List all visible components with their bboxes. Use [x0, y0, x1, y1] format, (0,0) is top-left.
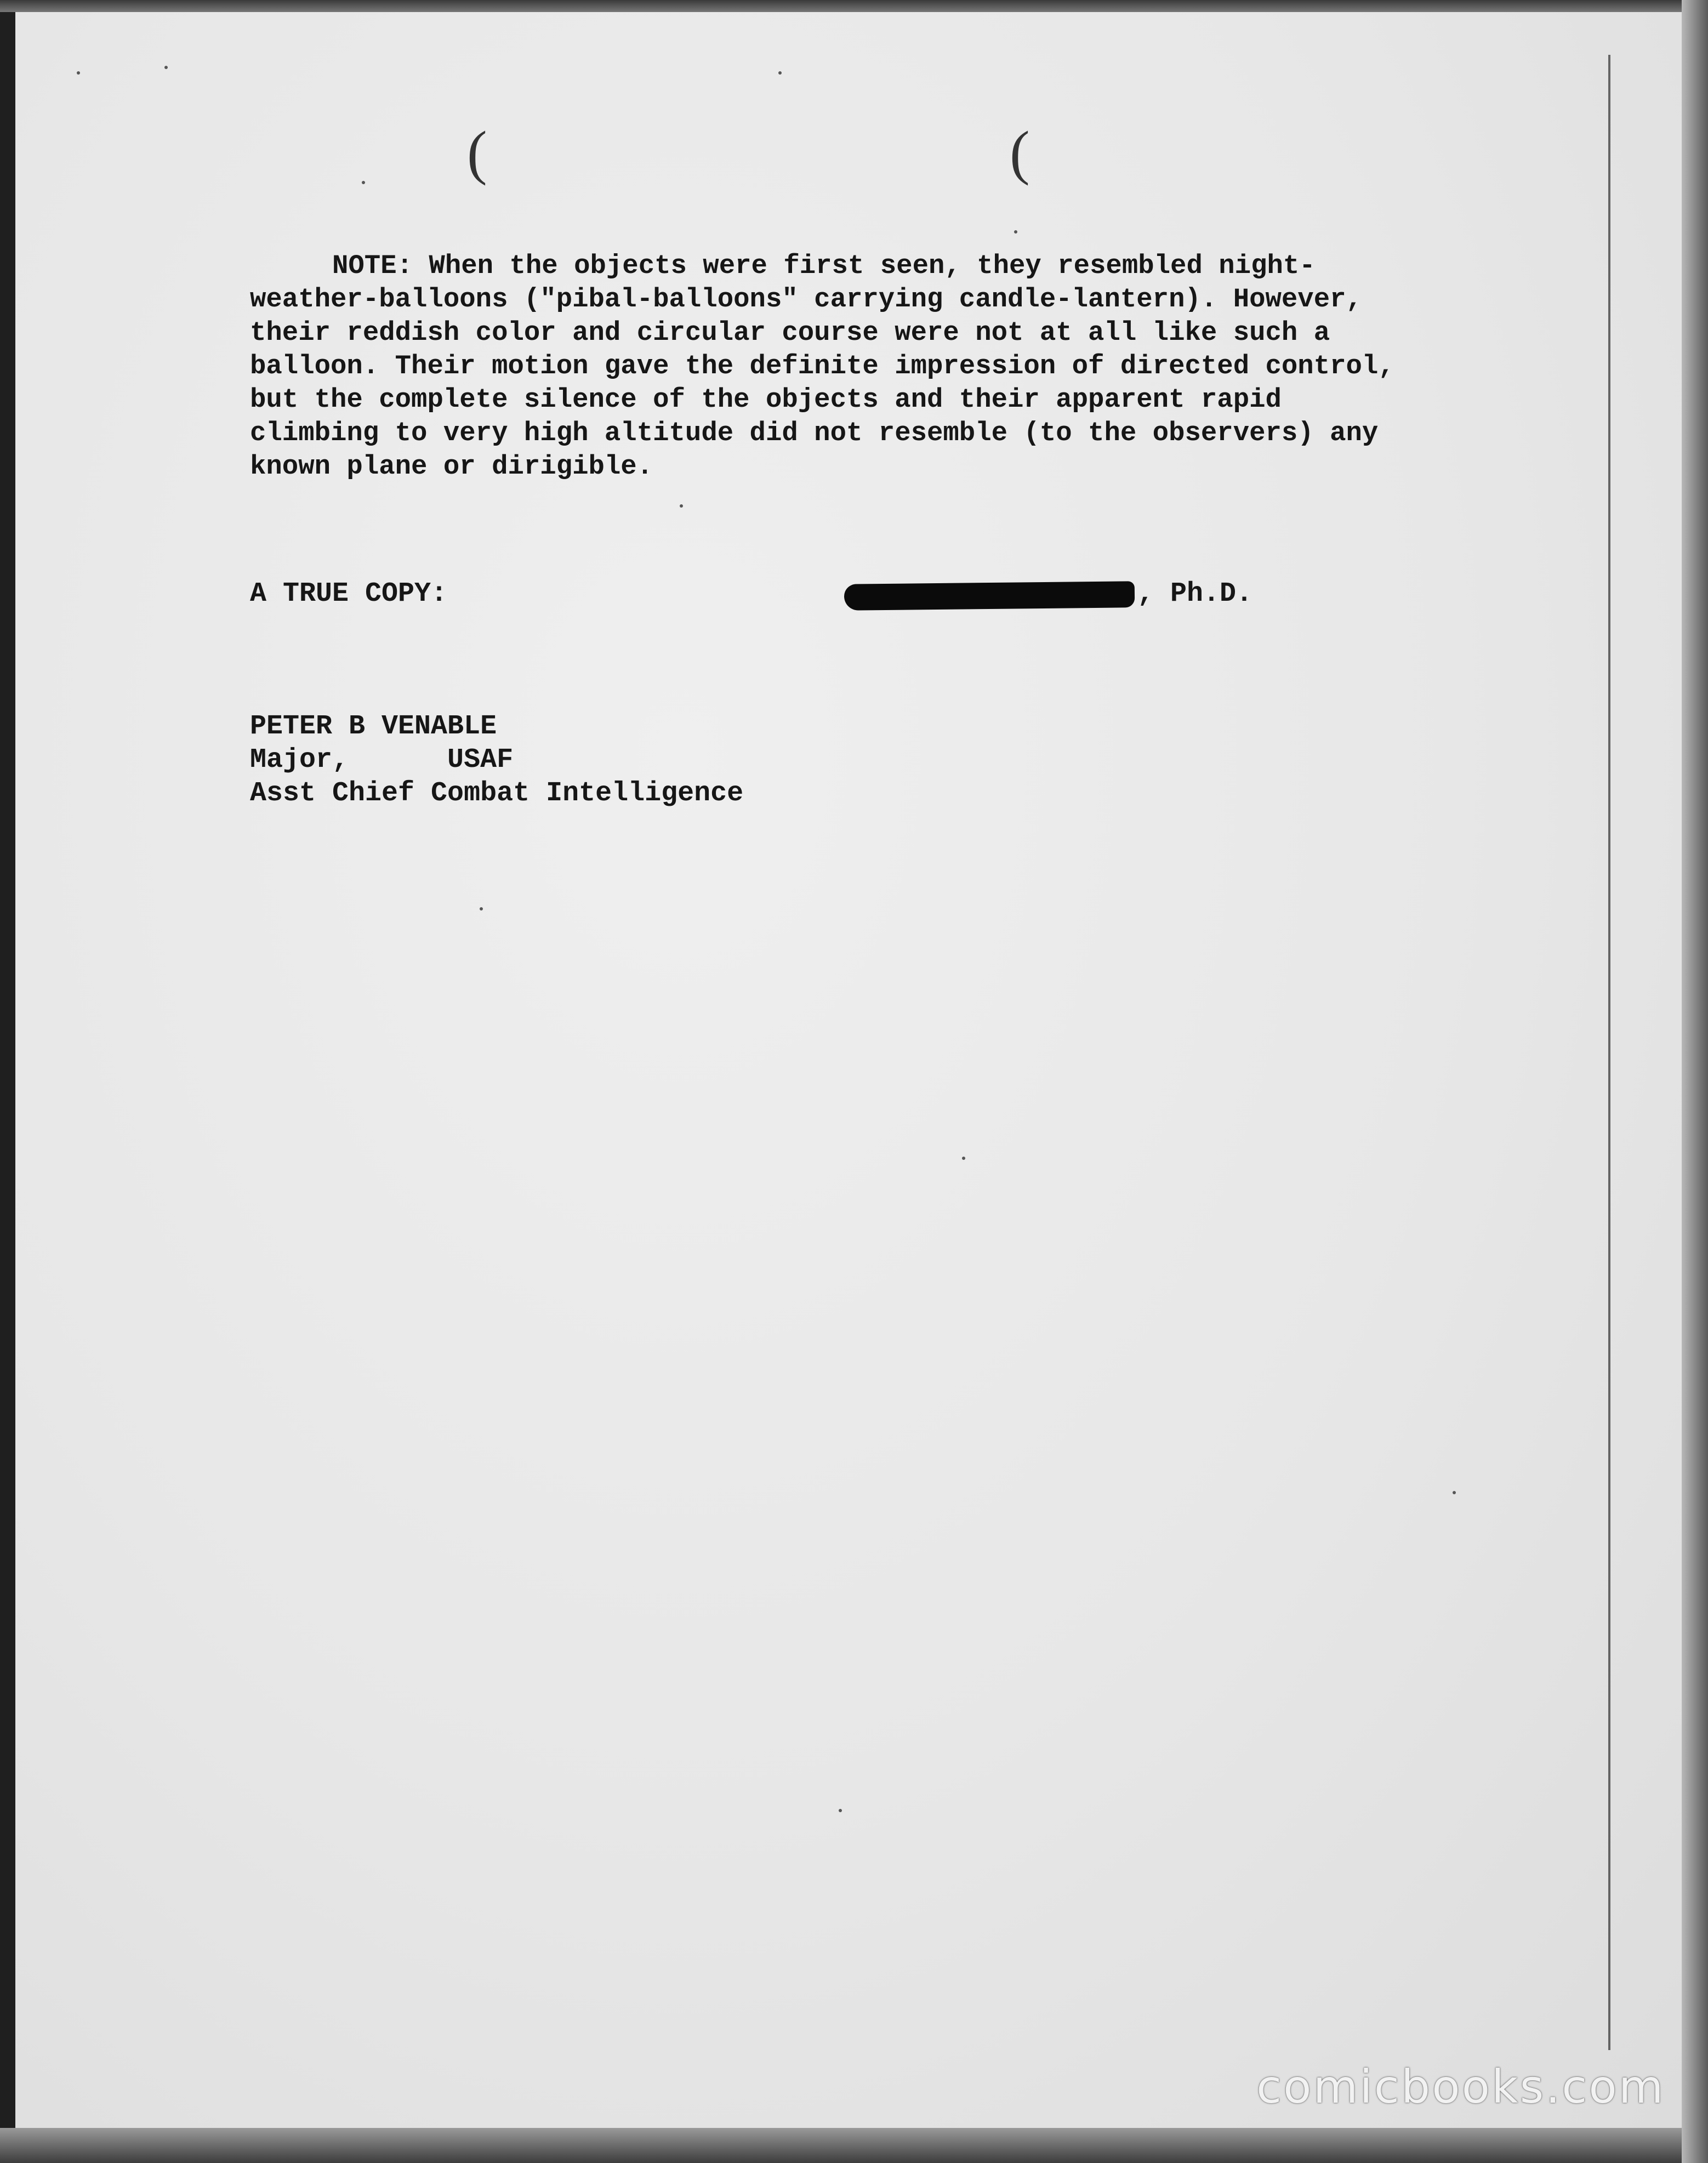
- scan-speck: [77, 71, 80, 75]
- signer-degree: , Ph.D.: [1137, 578, 1253, 610]
- scan-speck: [164, 66, 168, 69]
- note-line: climbing to very high altitude did not resemble (to the observers) any: [250, 418, 1379, 448]
- scan-speck: [362, 181, 365, 184]
- scan-speck: [839, 1809, 842, 1812]
- note-line: their reddish color and circular course were not at all like such a: [250, 317, 1330, 348]
- scan-speck: [962, 1157, 965, 1160]
- note-line: weather-balloons ("pibal-balloons" carrying candle-lantern). However,: [250, 284, 1362, 315]
- signer-title: Asst Chief Combat Intelligence: [250, 778, 744, 809]
- watermark-text: comicbooks.com: [1256, 2060, 1665, 2114]
- scan-edge-right: [1682, 0, 1708, 2163]
- scan-speck: [778, 71, 782, 75]
- true-copy-label: A TRUE COPY:: [250, 578, 448, 610]
- scan-speck: [1014, 230, 1017, 234]
- punch-mark-left: (: [467, 119, 487, 186]
- scan-speck: [1453, 1491, 1456, 1494]
- punch-mark-right: (: [1010, 119, 1030, 186]
- signer-name: PETER B VENABLE: [250, 711, 497, 742]
- scan-edge-bottom: [0, 2128, 1708, 2163]
- note-line: known plane or dirigible.: [250, 451, 653, 482]
- scan-speck: [680, 504, 683, 508]
- note-line: balloon. Their motion gave the definite impression of directed control,: [250, 351, 1394, 382]
- note-paragraph: [250, 249, 1394, 483]
- scan-speck: [480, 907, 483, 910]
- note-line: NOTE: When the objects were first seen, they resembled night-: [332, 251, 1316, 281]
- page-fold-line: [1608, 55, 1610, 2050]
- scan-edge-top: [0, 0, 1708, 12]
- signer-rank: Major, USAF: [250, 744, 514, 776]
- redaction-bar: [844, 581, 1135, 611]
- note-line: but the complete silence of the objects and their apparent rapid: [250, 384, 1282, 415]
- signature-block: [250, 710, 743, 810]
